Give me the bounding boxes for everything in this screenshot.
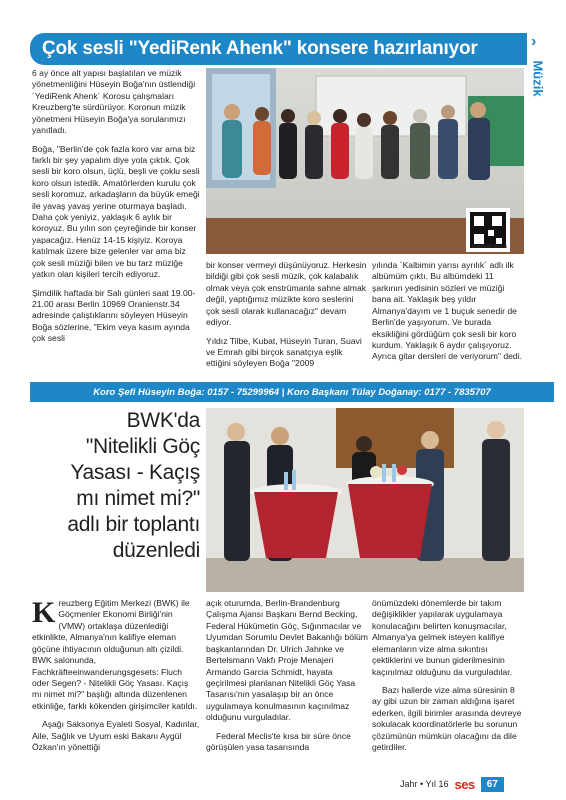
title-line: BWK'da	[126, 409, 200, 432]
paragraph	[32, 598, 200, 712]
paragraph: 6 ay önce alt yapısı başlatılan ve müzik yönetmenliğini Hüseyin Boğa'nın üstlendiği ´YediRenk Ahenk´ Korosu çalışmaları Kreuzberg'te sürdürüyor. Koronun müzik yönetmeni Hüseyin Boğa'ya sorularımızı yanıtladı.	[32, 68, 196, 136]
title-line: "Nitelikli Göç	[85, 435, 200, 459]
paragraph: açık oturumda, Berlin-Brandenburg Çalışma Ajansı Başkanı Bernd Becking, Federal Hükümetin Göç, Sığınmacılar ve Uyumdan Sorumlu Devlet Bakanlığı bölüm başkanlarından Dr. Ulrich Jahnke ve Bertelsmann Vakfı Proje Menajeri Armando Garcia Schmidt, hayata geçirilmesi planlanan Nitelikli Göç Yasa Tasarısı'nın yasalaşıp bir an önce uygulamaya konulmasının kaçınılmaz olduğunu vurguladılar.	[206, 598, 368, 723]
title-line: adlı bir toplantı	[67, 513, 200, 537]
title-line: Yasası - Kaçış	[70, 461, 200, 485]
qr-caption: YediRenk Ahenk	[470, 244, 508, 250]
issue-label: Jahr • Yıl 16	[400, 779, 449, 789]
title-line: mı nimet mi?"	[76, 487, 200, 511]
article2-column-1	[32, 598, 200, 774]
paragraph: yılında ´Kalbimin yarısı ayrılık´ adlı ilk albümüm çıktı. Bu albümdeki 11 şarkının yedisinin sözleri ve müziği bana ait. Yaklaşık beş yıldır Almanya'dayım ve 1 buçuk senedir de Berlin'de yaşıyorum. Ve burada eksikliğini gördüğüm çok sesli bir koro kurdum. Yaklaşık 6 aydır çalışıyoruz. Ayrıca gitar dersleri de veriyorum" dedi.	[372, 260, 523, 362]
title-line: düzenledi	[112, 539, 200, 563]
chevron-right-icon: ›	[531, 33, 537, 50]
article2-column-3	[372, 598, 524, 774]
article2-column-2	[206, 598, 368, 774]
article1-column-2	[206, 260, 368, 380]
panel-discussion-photo	[206, 408, 524, 592]
article-title: Çok sesli "YediRenk Ahenk" konsere hazırlanıyor	[42, 38, 478, 59]
page-number: 67	[481, 777, 504, 792]
paragraph-text: reuzberg Eğitim Merkezi (BWK) ile Göçmenler Ekonomi Birliği'nin (VMW) ortaklaşa düzenlediği etkinlikte, Almanya'nın kalifiye eleman göçüne ihtiyacının olduğunun altı çizildi. BWK salonunda, Fachkräfteeinwanderungsgesets: Fluch oder Segen? - Nitelikli Göç Yasası. Kaçış mı nimet mi?" başlığı altında düzenlenen etkinliğe, farklı kökenden girişimciler katıldı.	[32, 598, 198, 711]
paragraph: Federal Meclis'te kısa bir süre önce görüşülen yasa tasarısında	[206, 730, 351, 753]
article1-column-1	[32, 68, 200, 380]
section-tag	[528, 33, 554, 103]
paragraph: Şimdilik haftada bir Salı günleri saat 19.00-21.00 arası Berlin 10969 Oranienstr.34 adresinde çalıştıklarını söyleyen Hüseyin Boğa sözlerine, "Ekim veya kasım ayında çok sesli	[32, 287, 196, 344]
paragraph: bir konser vermeyi düşünüyoruz. Herkesin bildiği gibi çok sesli müzik, çok kalabalık olmak veya çok enstrümanla sahne almak değil, yaptığımız müzikte koro seslerini çok sesli olarak kullanacağız" devam ediyor.	[206, 260, 367, 328]
dropcap: K	[32, 598, 56, 629]
paragraph: Boğa, "Berlin'de çok fazla koro var ama biz farklı bir şey yapalım diye yola çıktık. Çok sesli bir koro olsun, üçlü, beşli ve çoklu sesli koro olsun istedik. Amatörlerden kurulu çok sesli koromuz, arkadaşların da büyük emeği ile yavaş yavaş yerine oturmaya başladı. Daha çok yeniyiz, yaklaşık 6 aylık bir koroyuz. Bu yılın son çeyreğinde bir konser yapacağız. Henüz 14-15 kişiyiz. Koroya katılmak üzere bize gelenler var ama biz çok sesli müziği bilen ve bu tarz müziğe yatkın olan kişileri tercih ediyoruz.	[32, 143, 200, 280]
contact-bar	[30, 382, 554, 402]
paragraph: Aşağı Saksonya Eyaleti Sosyal, Kadınlar, Aile, Sağlık ve Uyum eski Bakanı Aygül Özkan'ın yönettiği	[32, 719, 200, 753]
contact-text: Koro Şefi Hüseyin Boğa: 0157 - 75299964 | Koro Başkanı Tülay Doğanay: 0177 - 7835707	[93, 386, 491, 398]
brand-logo: ses	[454, 776, 475, 792]
paragraph: Yıldız Tilbe, Kubat, Hüseyin Turan, Suavi ve Emrah gibi birçok sanatçıya eşlik ettiğini söyleyen Boğa "2009	[206, 335, 362, 369]
article2-title	[30, 408, 200, 564]
section-tag-label: Müzik	[530, 60, 546, 97]
page-footer	[400, 776, 504, 792]
paragraph: Bazı hallerde vize alma süresinin 8 ay gibi uzun bir zaman aldığına işaret ederken, ilgili birimler arasında devreye sokulacak koordinatörlerle bu sorunun çözümünün mümkün olacağını da dile getirdiler.	[372, 684, 522, 753]
article1-column-3	[372, 260, 524, 380]
choir-group-photo	[206, 68, 524, 254]
paragraph: önümüzdeki dönemlerde bir takım değişiklikler yapılarak uygulamaya konulacağını belirten konuşmacılar, Almanya'ya gelmek isteyen kalifiye elemanların vize alma sıkıntısı çektiklerini ve bunun giderilmesinin kaçınılmaz olduğunu da vurguladılar.	[372, 598, 512, 677]
article-title-banner	[30, 33, 527, 65]
